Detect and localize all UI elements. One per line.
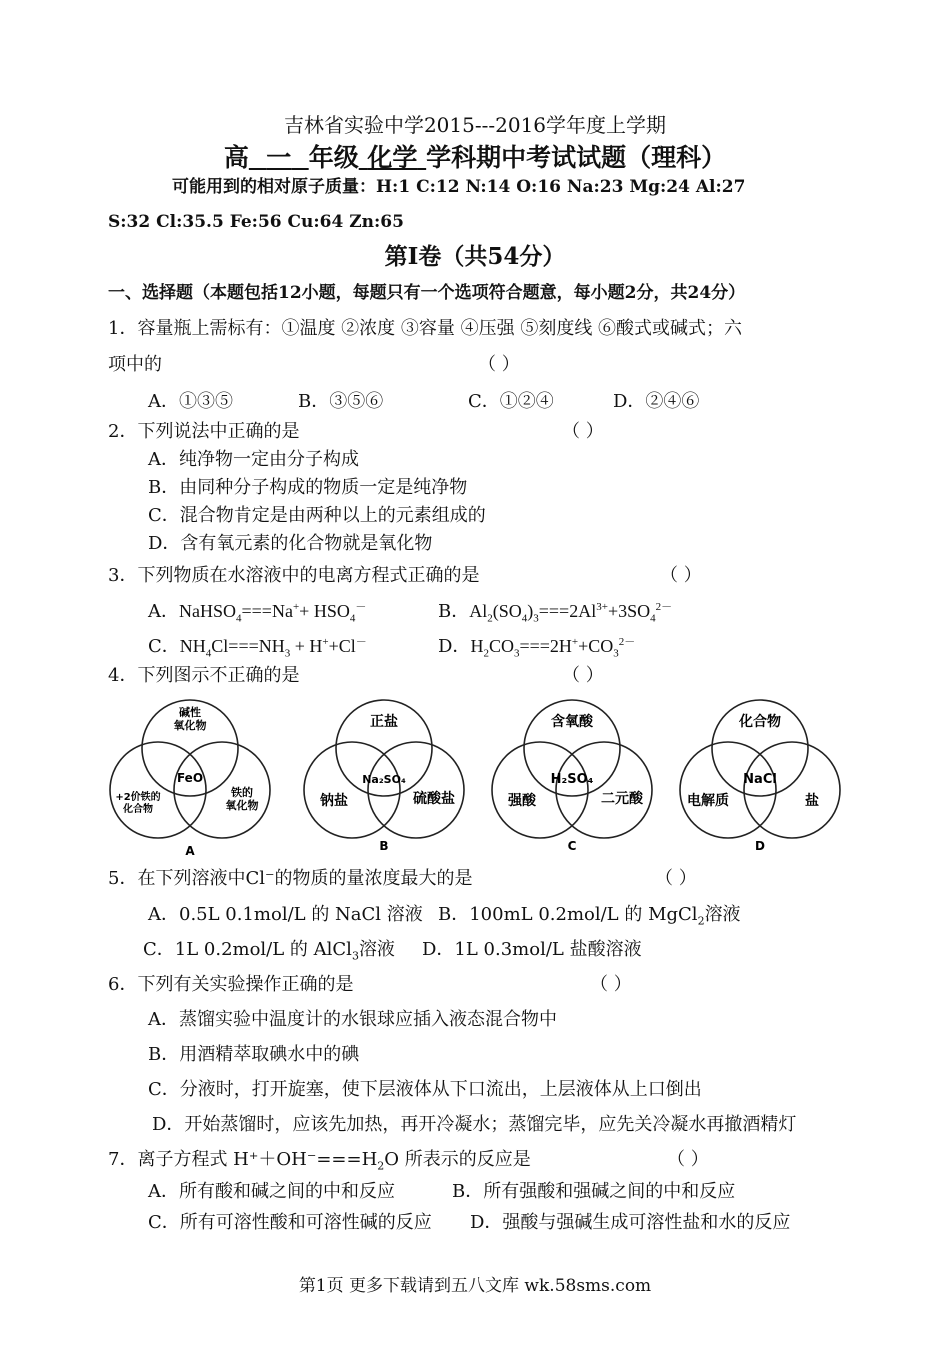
q6-stem: 6．下列有关实验操作正确的是	[108, 974, 354, 995]
venn-a-right-label-1: 铁的	[231, 786, 253, 799]
q2-stem: 2．下列说法中正确的是	[108, 421, 300, 442]
venn-d-left-label: 电解质	[687, 793, 729, 809]
venn-c-letter: C	[567, 839, 577, 853]
venn-a-left-circle	[110, 742, 206, 838]
venn-c-center-label: H₂SO₄	[550, 772, 594, 787]
venn-d-letter: D	[755, 839, 765, 853]
venn-d-center-label: NaCl	[743, 772, 777, 787]
venn-a-letter: A	[185, 844, 195, 858]
q3-option-c: C．$NH_4Cl===NH_3 + H^++Cl^-$	[148, 636, 367, 660]
venn-b-center-label: Na₂SO₄	[362, 773, 406, 786]
venn-b-right-label: 硫酸盐	[413, 791, 455, 807]
q6-answer-paren: （ ）	[590, 974, 632, 995]
q6-option-d: D．开始蒸馏时，应该先加热，再开冷凝水；蒸馏完毕，应先关冷凝水再撤酒精灯	[152, 1114, 797, 1135]
venn-a-center-label: FeO	[176, 771, 204, 785]
q5-option-d: D．1L 0.3mol/L 盐酸溶液	[422, 939, 642, 960]
q5-stem: 5．在下列溶液中Cl⁻的物质的量浓度最大的是	[108, 868, 473, 889]
venn-b-letter: B	[379, 839, 389, 853]
venn-a-left-label-2: 化合物	[123, 804, 153, 815]
venn-b-right-circle	[368, 742, 464, 838]
section-title: 一、选择题（本题包括12小题，每题只有一个选项符合题意，每小题2分，共24分）	[108, 283, 746, 303]
q3-answer-paren: （ ）	[660, 565, 702, 586]
q4-answer-paren: （ ）	[562, 665, 604, 686]
volume-title: 第I卷（共54分）	[384, 243, 566, 270]
page-footer: 第1页 更多下载请到五八文库 wk.58sms.com	[298, 1276, 652, 1296]
q2-option-b: B．由同种分子构成的物质一定是纯净物	[148, 477, 468, 498]
q7-answer-paren: （ ）	[667, 1149, 709, 1170]
q6-option-b: B．用酒精萃取碘水中的碘	[148, 1044, 360, 1065]
venn-c-left-label: 强酸	[508, 793, 536, 809]
q5-answer-paren: （ ）	[655, 868, 697, 889]
q1-stem-line-2: 项中的	[108, 354, 162, 375]
venn-b-left-label: 钠盐	[320, 793, 348, 809]
venn-b-left-circle	[304, 742, 400, 838]
exam-title: 高 一 年级 化学 学科期中考试试题（理科）	[223, 143, 727, 172]
venn-a-right-label-2: 氧化物	[225, 799, 259, 812]
q3-option-a: A．NaHSO$_4$===Na++ $HSO_4^-$	[148, 601, 367, 625]
q5-option-c: C．1L 0.2mol/L 的 AlCl$_3$溶液	[143, 939, 395, 963]
venn-d-top-label: 化合物	[739, 714, 781, 730]
venn-a-top-label-1: 碱性	[179, 706, 201, 719]
q5-option-b: B．100mL 0.2mol/L 的 MgCl$_2$溶液	[438, 904, 741, 928]
q2-option-d: D．含有氧元素的化合物就是氧化物	[148, 533, 433, 554]
q2-option-a: A．纯净物一定由分子构成	[148, 449, 359, 470]
venn-b-top-label: 正盐	[370, 714, 398, 730]
q1-option-a: A．①③⑤	[148, 391, 233, 412]
q6-option-c: C．分液时，打开旋塞，使下层液体从下口流出，上层液体从上口倒出	[148, 1079, 702, 1100]
q1-answer-paren: （ ）	[478, 354, 520, 375]
q5-option-a: A．0.5L 0.1mol/L 的 NaCl 溶液	[148, 904, 423, 925]
venn-a-top-label-2: 氧化物	[173, 719, 207, 732]
venn-d-left-circle	[680, 742, 776, 838]
venn-c-left-circle	[492, 742, 588, 838]
atomic-masses-line-1: 可能用到的相对原子质量：H:1 C:12 N:14 O:16 Na:23 Mg:24 Al:27	[172, 177, 746, 197]
venn-diagrams	[100, 690, 860, 860]
q7-option-c: C．所有可溶性酸和可溶性碱的反应	[148, 1212, 432, 1233]
venn-c-top-label: 含氧酸	[551, 714, 593, 730]
q4-stem: 4．下列图示不正确的是	[108, 665, 300, 686]
venn-d-right-circle	[744, 742, 840, 838]
q1-option-c: C．①②④	[468, 391, 554, 412]
q3-option-d: D．$H_2CO_3===2H^++CO_3^{2-}$	[438, 636, 636, 660]
q7-option-a: A．所有酸和碱之间的中和反应	[148, 1181, 395, 1202]
q7-stem: 7．离子方程式 $H^++OH^-===H_2O$ 所表示的反应是	[108, 1149, 531, 1173]
q7-option-b: B．所有强酸和强碱之间的中和反应	[452, 1181, 736, 1202]
q1-option-b: B．③⑤⑥	[298, 391, 384, 412]
venn-a-right-circle	[174, 742, 270, 838]
q1-option-d: D．②④⑥	[613, 391, 700, 412]
q6-option-a: A．蒸馏实验中温度计的水银球应插入液态混合物中	[148, 1009, 557, 1030]
venn-c-right-circle	[556, 742, 652, 838]
q2-answer-paren: （ ）	[562, 421, 604, 442]
q2-option-c: C．混合物肯定是由两种以上的元素组成的	[148, 505, 486, 526]
q1-stem-line-1: 1．容量瓶上需标有：①温度 ②浓度 ③容量 ④压强 ⑤刻度线 ⑥酸式或碱式；六	[108, 318, 743, 339]
venn-a-left-label-1: +2价铁的	[115, 792, 161, 803]
venn-c-right-label: 二元酸	[601, 791, 643, 807]
q3-option-b: B．$Al_2(SO_4)_3===2Al^{3+}+3SO_4^{2-}$	[438, 601, 673, 625]
q7-option-d: D．强酸与强碱生成可溶性盐和水的反应	[470, 1212, 791, 1233]
venn-d-right-label: 盐	[805, 793, 819, 809]
atomic-masses-line-2: S:32 Cl:35.5 Fe:56 Cu:64 Zn:65	[108, 212, 404, 232]
school-term-line: 吉林省实验中学2015---2016学年度上学期	[283, 113, 667, 137]
q3-stem: 3．下列物质在水溶液中的电离方程式正确的是	[108, 565, 480, 586]
